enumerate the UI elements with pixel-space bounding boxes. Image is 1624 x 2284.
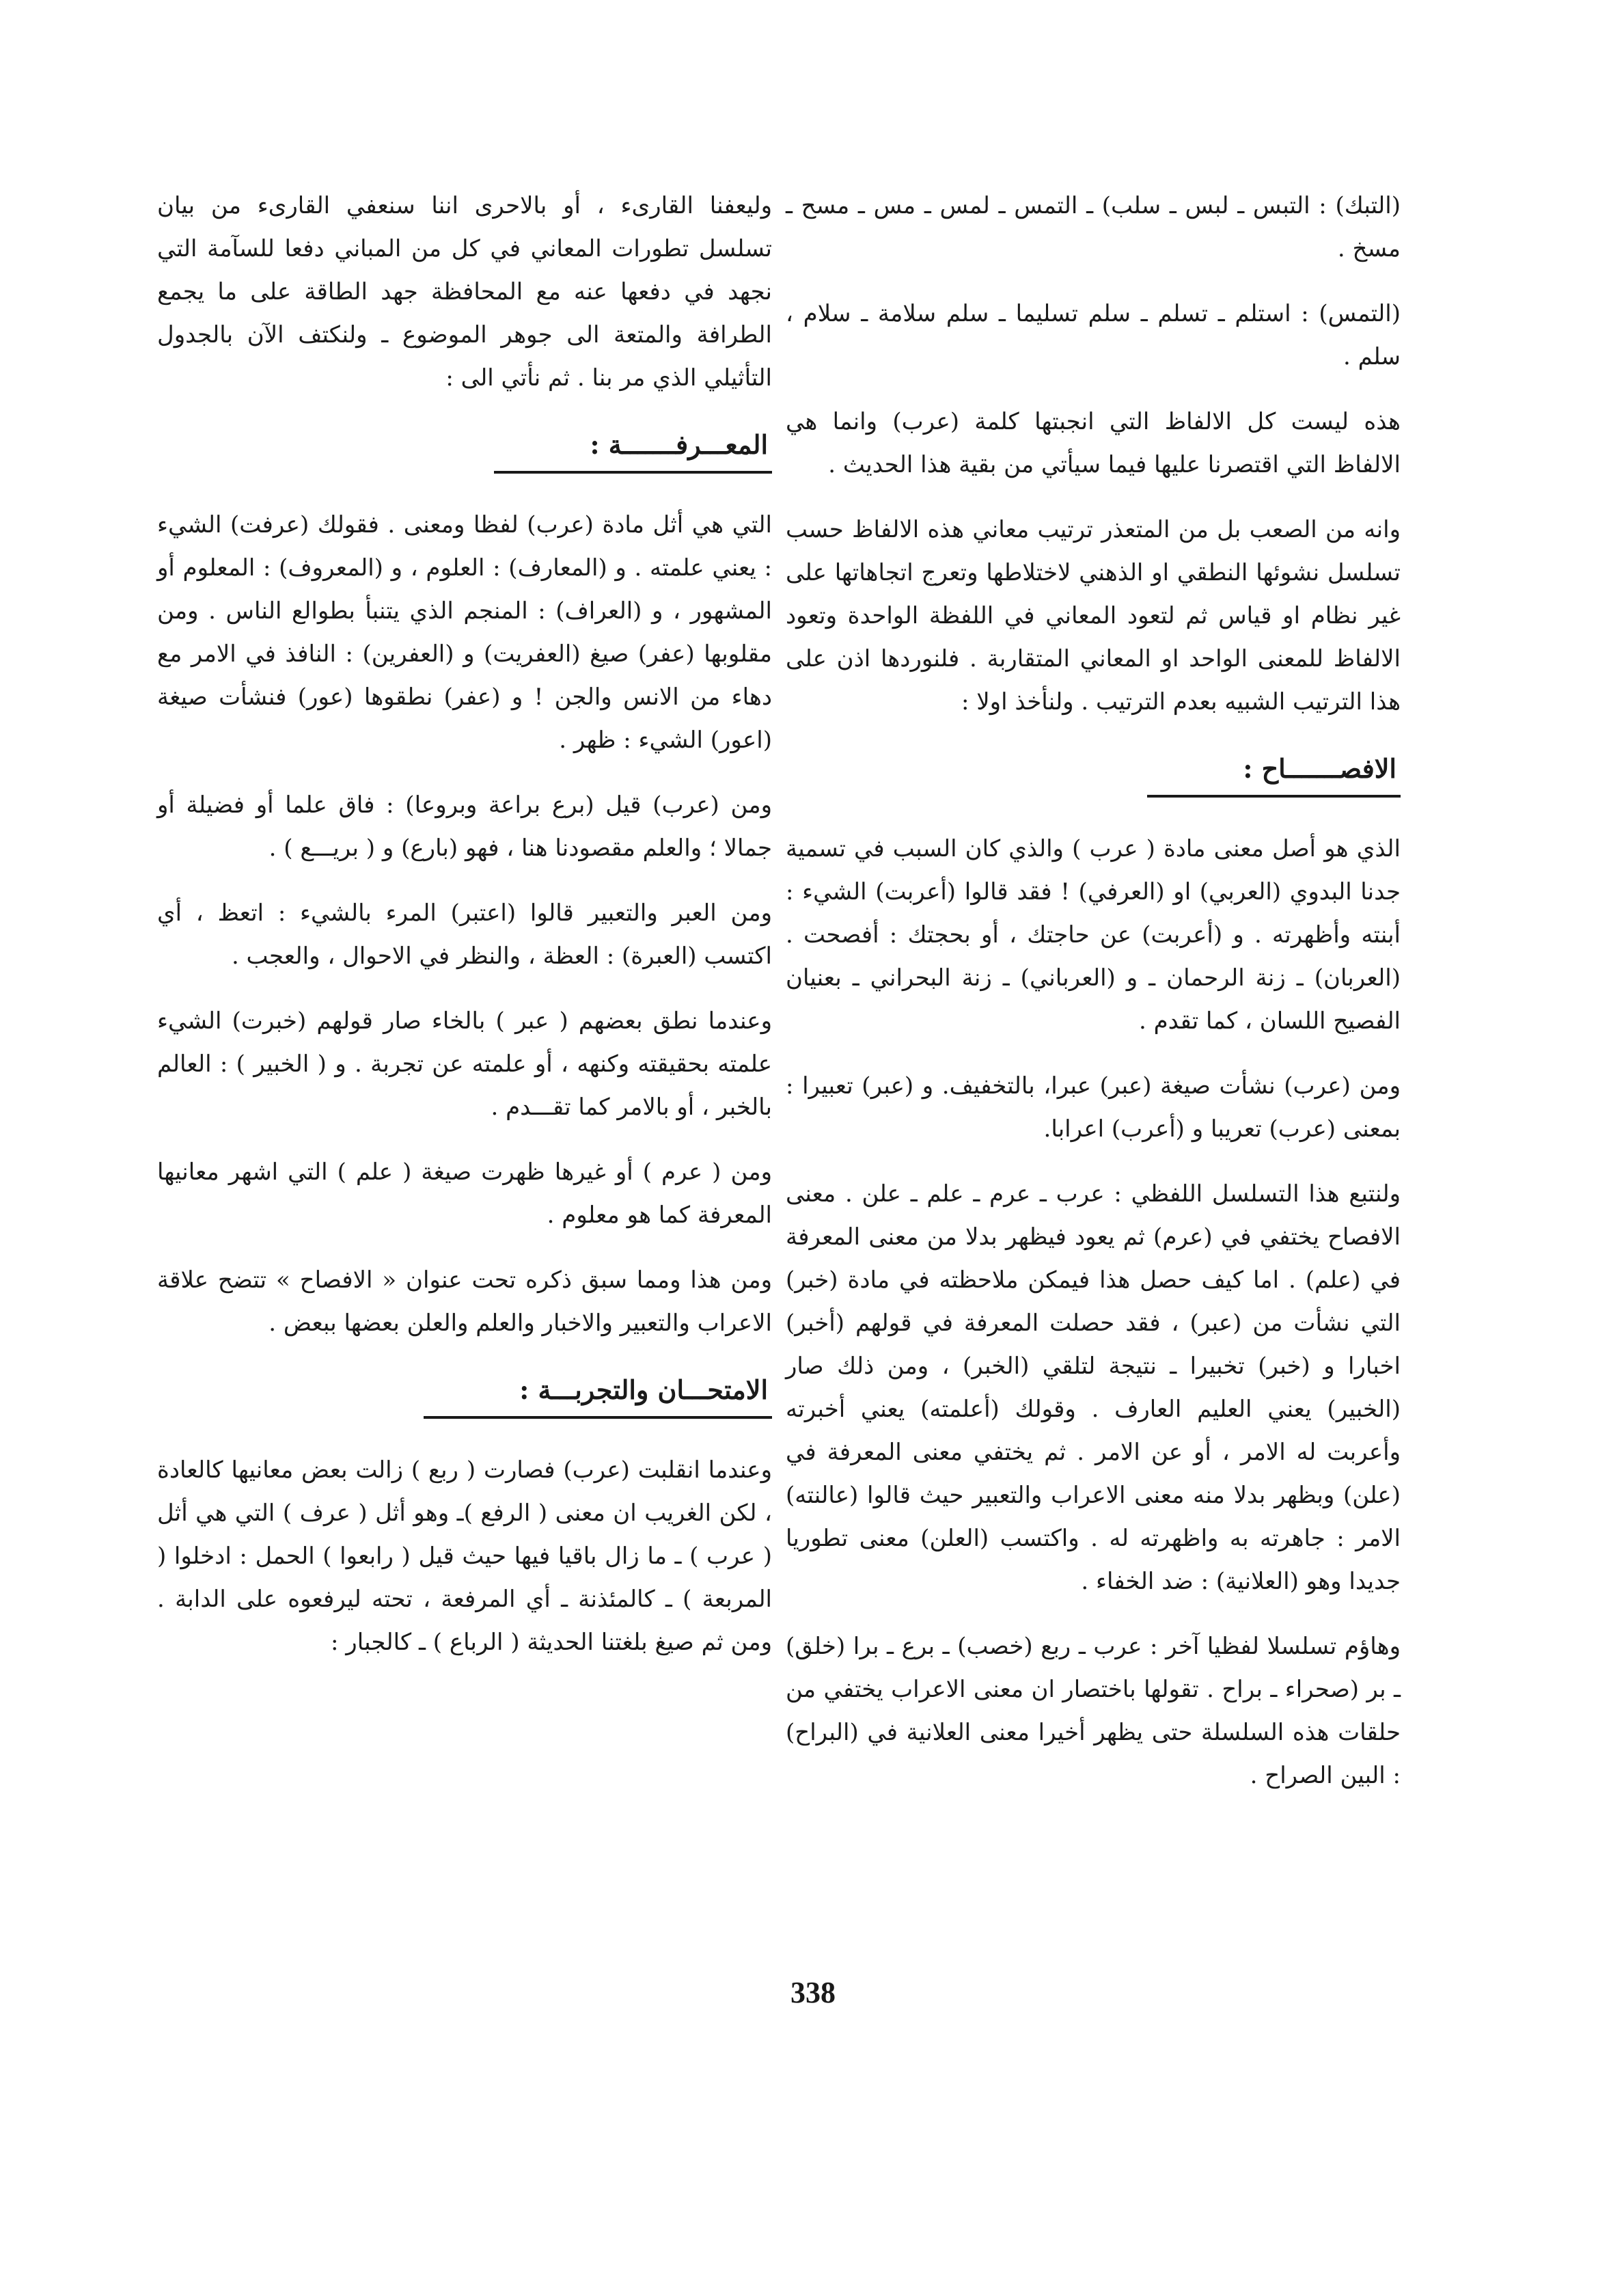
section-heading-wrap [157,1370,772,1419]
section-heading-wrap [157,424,772,474]
paragraph: هذه ليست كل الالفاظ التي انجبتها كلمة (عرب) وانما هي الالفاظ التي اقتصرنا عليها فيما سيأتي من بقية هذا الحديث . [786,408,1401,478]
left-column [157,185,772,1686]
paragraph: (التبك) : التبس ـ لبس ـ سلب) ـ التمس ـ لمس ـ مس ـ مسح ـ مسخ . [786,192,1401,262]
paragraph: وعندما نطق بعضهم ( عبر ) بالخاء صار قولهم (خبرت) الشيء علمته بحقيقته وكنهه ، أو علمته عن تجربة . و ( الخبير ) : العالم بالخبر ، أو بالامر كما تقـــدم . [157,1007,772,1121]
paragraph: ومن (عرب) قيل (برع براعة وبروعا) : فاق علما أو فضيلة أو جمالا ؛ والعلم مقصودنا هنا ، فهو (بارع) و ( بريـــع ) . [157,791,772,862]
section-heading-wrap [786,748,1401,798]
section-heading-marifa: المعـــرفـــــــة : [494,424,772,474]
paragraph: ولنتبع هذا التسلسل اللفظي : عرب ـ عرم ـ علم ـ علن . معنى الافصاح يختفي في (عرم) ثم يعود فيظهر بدلا من معنى المعرفة في (علم) . اما كيف حصل هذا فيمكن ملاحظته في مادة (خبر) التي نشأت من (عبر) ، فقد حصلت المعرفة في قولهم (أخبر) اخبارا و (خبر) تخبيرا ـ نتيجة لتلقي (الخبر) ، ومن ذلك صار (الخبير) يعني العليم العارف . وقولك (أعلمته) يعني أخبرته وأعربت له الامر ، أو عن الامر . ثم يختفي معنى المعرفة في (علن) وبظهر بدلا منه معنى الاعراب والتعبير حيث قالوا (عالنته) الامر : جاهرته به واظهرته له . واكتسب (العلن) معنى تطوريا جديدا وهو (العلانية) : ضد الخفاء . [786,1180,1401,1595]
paragraph: ومن (عرب) نشأت صيغة (عبر) عبرا، بالتخفيف. و (عبر) تعبيرا : بمعنى (عرب) تعريبا و (أعرب) اعرابا. [786,1072,1401,1143]
paragraph: التي هي أثل مادة (عرب) لفظا ومعنى . فقولك (عرفت) الشيء : يعني علمته . و (المعارف) : العلوم ، و (المعروف) : المعلوم أو المشهور ، و (العراف) : المنجم الذي يتنبأ بطوالع الناس . ومن مقلوبها (عفر) صيغ (العفريت) و (العفرين) : النافذ في الامر مع دهاء من الانس والجن ! و (عفر) نطقوها (عور) فنشأت صيغة (اعور) الشيء : ظهر . [157,511,772,754]
right-column [786,185,1401,1819]
section-heading-ifsah: الافصـــــــاح : [1147,748,1401,798]
paragraph: (التمس) : استلم ـ تسلم ـ سلم تسليما ـ سلم سلامة ـ سلام ، سلم . [786,300,1401,370]
paragraph: وليعفنا القارىء ، أو بالاحرى اننا سنعفي القارىء من بيان تسلسل تطورات المعاني في كل من المباني دفعا للسآمة التي نجهد في دفعها عنه مع المحافظة جهد الطاقة على ما يجمع الطرافة والمتعة الى جوهر الموضوع ـ ولنكتف الآن بالجدول التأثيلي الذي مر بنا . ثم نأتي الى : [157,192,772,392]
paragraph: وانه من الصعب بل من المتعذر ترتيب معاني هذه الالفاظ حسب تسلسل نشوئها النطقي او الذهني لاختلاطها وتعرج اتجاهاتها على غير نظام او قياس ثم لتعود المعاني في اللفظة الواحدة وتعود الالفاظ للمعنى الواحد او المعاني المتقاربة . فلنوردها اذن على هذا الترتيب الشبيه بعدم الترتيب . ولنأخذ اولا : [786,516,1401,716]
paragraph: وهاؤم تسلسلا لفظيا آخر : عرب ـ ربع (خصب) ـ برع ـ برا (خلق) ـ بر (صحراء ـ براح . تقولها باختصار ان معنى الاعراب يختفي من حلقات هذه السلسلة حتى يظهر أخيرا معنى العلانية في (البراح) : البين الصراح . [786,1633,1401,1789]
paragraph: وعندما انقلبت (عرب) فصارت ( ربع ) زالت بعض معانيها كالعادة ، لكن الغريب ان معنى ( الرفع )ـ وهو أثل ( عرف ) التي هي أثل ( عرب ) ـ ما زال باقيا فيها حيث قيل ( رابعوا ) الحمل : ادخلوا ( المربعة ) ـ كالمئذنة ـ أي المرفعة ، تحته ليرفعوه على الدابة . ومن ثم صيغ بلغتنا الحديثة ( الرباع ) ـ كالجبار : [157,1456,772,1656]
paragraph: ومن هذا ومما سبق ذكره تحت عنوان « الافصاح » تتضح علاقة الاعراب والتعبير والاخبار والعلم والعلن بعضها ببعض . [157,1266,772,1337]
paragraph: الذي هو أصل معنى مادة ( عرب ) والذي كان السبب في تسمية جدنا البدوي (العربي) او (العرفي) ! فقد قالوا (أعربت) الشيء : أبنته وأظهرته . و (أعربت) عن حاجتك ، أو بحجتك : أفصحت . (العربان) ـ زنة الرحمان ـ و (العرباني) ـ زنة البحراني ـ بعنيان الفصيح اللسان ، كما تقدم . [786,835,1401,1035]
page-number: 338 [790,1976,836,2009]
section-heading-imtihan: الامتحـــان والتجربـــة : [424,1370,772,1419]
paragraph: ومن ( عرم ) أو غيرها ظهرت صيغة ( علم ) التي اشهر معانيها المعرفة كما هو معلوم . [157,1158,772,1229]
paragraph: ومن العبر والتعبير قالوا (اعتبر) المرء بالشيء : اتعظ ، أي اكتسب (العبرة) : العظة ، والنظر في الاحوال ، والعجب . [157,899,772,970]
